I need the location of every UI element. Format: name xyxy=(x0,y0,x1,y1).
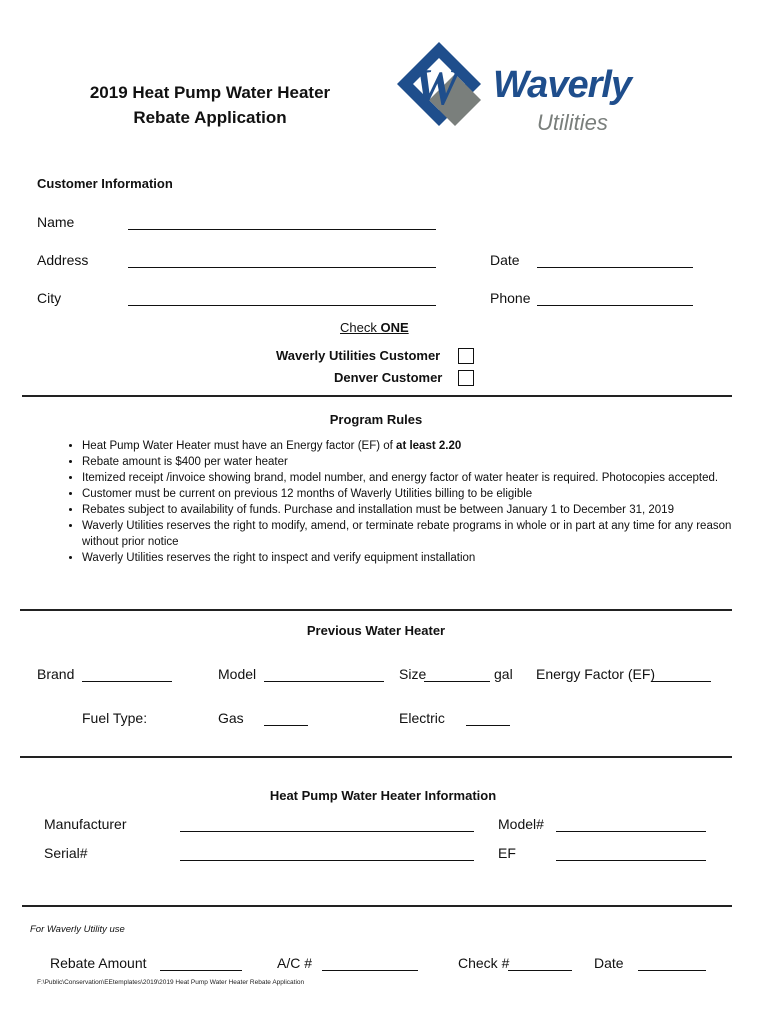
phone-field[interactable] xyxy=(537,291,693,306)
electric-field[interactable] xyxy=(466,711,510,726)
city-field[interactable] xyxy=(128,291,436,306)
manufacturer-label: Manufacturer xyxy=(44,816,127,832)
name-field[interactable] xyxy=(128,215,436,230)
serial-field[interactable] xyxy=(180,846,474,861)
check-number-field[interactable] xyxy=(508,956,572,971)
manufacturer-field[interactable] xyxy=(180,817,474,832)
rule-item: • Rebate amount is $400 per water heater xyxy=(82,454,747,470)
ac-number-field[interactable] xyxy=(322,956,418,971)
check-one-emphasis: ONE xyxy=(380,320,409,335)
energy-factor-field[interactable] xyxy=(651,667,711,682)
fuel-type-label: Fuel Type: xyxy=(82,710,148,726)
model-label: Model xyxy=(218,666,257,682)
customer-info-heading: Customer Information xyxy=(37,176,173,191)
check-one-prefix: Check xyxy=(340,320,381,335)
ef-label: EF xyxy=(498,845,516,861)
office-date-field[interactable] xyxy=(638,956,706,971)
model-field[interactable] xyxy=(264,667,384,682)
rebate-amount-field[interactable] xyxy=(160,956,242,971)
waverly-logo xyxy=(395,38,665,138)
logo-wordmark: Waverly xyxy=(493,64,632,106)
brand-label: Brand xyxy=(37,666,75,682)
size-label: Size xyxy=(399,666,427,682)
rule-item: • Customer must be current on previous 12 months of Waverly Utilities billing to be eligible xyxy=(82,486,747,502)
office-use-note: For Waverly Utility use xyxy=(30,924,125,935)
date-field[interactable] xyxy=(537,253,693,268)
rule-item: • Rebates subject to availability of funds. Purchase and installation must be between January 1 to December 31, 2019 xyxy=(82,502,747,518)
address-label: Address xyxy=(37,252,89,268)
rule-item: • Waverly Utilities reserves the right to modify, amend, or terminate rebate programs in whole or in part at any time for any reason without prior notice xyxy=(82,518,747,550)
denver-customer-label: Denver Customer xyxy=(334,370,443,385)
office-date-label: Date xyxy=(594,955,624,971)
check-one-instruction xyxy=(340,320,409,335)
form-title-line2: Rebate Application xyxy=(133,108,287,127)
energy-factor-label: Energy Factor (EF) xyxy=(536,666,656,682)
program-rules-list xyxy=(60,438,747,566)
file-path-footer: F:\Public\Conservation\EEtemplates\2019\2019 Heat Pump Water Heater Rebate Application xyxy=(37,979,305,986)
logo-subtext: Utilities xyxy=(537,110,608,135)
previous-heater-heading: Previous Water Heater xyxy=(306,623,446,638)
rule-item: • Heat Pump Water Heater must have an Energy factor (EF) of at least 2.20 xyxy=(82,438,747,454)
serial-label: Serial# xyxy=(44,845,88,861)
svg-text:W: W xyxy=(413,59,460,116)
brand-field[interactable] xyxy=(82,667,172,682)
gas-label: Gas xyxy=(218,710,244,726)
size-field[interactable] xyxy=(424,667,490,682)
gas-field[interactable] xyxy=(264,711,308,726)
section-divider-2 xyxy=(20,609,732,611)
electric-label: Electric xyxy=(399,710,445,726)
rule-item: • Itemized receipt /invoice showing brand, model number, and energy factor of water heater is required. Photocopies accepted. xyxy=(82,470,747,486)
ac-number-label: A/C # xyxy=(277,955,313,971)
program-rules-heading: Program Rules xyxy=(329,412,423,427)
form-title-line1: 2019 Heat Pump Water Heater xyxy=(89,83,331,102)
gal-label: gal xyxy=(494,666,513,682)
waverly-customer-label: Waverly Utilities Customer xyxy=(276,348,441,363)
section-divider-4 xyxy=(22,905,732,907)
denver-customer-checkbox[interactable] xyxy=(458,370,474,386)
section-divider-1 xyxy=(22,395,732,397)
model-number-label: Model# xyxy=(498,816,544,832)
name-label: Name xyxy=(37,214,75,230)
phone-label: Phone xyxy=(490,290,531,306)
hphw-info-heading: Heat Pump Water Heater Information xyxy=(269,788,497,803)
waverly-customer-checkbox[interactable] xyxy=(458,348,474,364)
model-number-field[interactable] xyxy=(556,817,706,832)
check-number-label: Check # xyxy=(458,955,510,971)
rebate-amount-label: Rebate Amount xyxy=(50,955,147,971)
ef-field[interactable] xyxy=(556,846,706,861)
date-label: Date xyxy=(490,252,520,268)
section-divider-3 xyxy=(20,756,732,758)
address-field[interactable] xyxy=(128,253,436,268)
rule-item: • Waverly Utilities reserves the right to inspect and verify equipment installation xyxy=(82,550,747,566)
city-label: City xyxy=(37,290,62,306)
